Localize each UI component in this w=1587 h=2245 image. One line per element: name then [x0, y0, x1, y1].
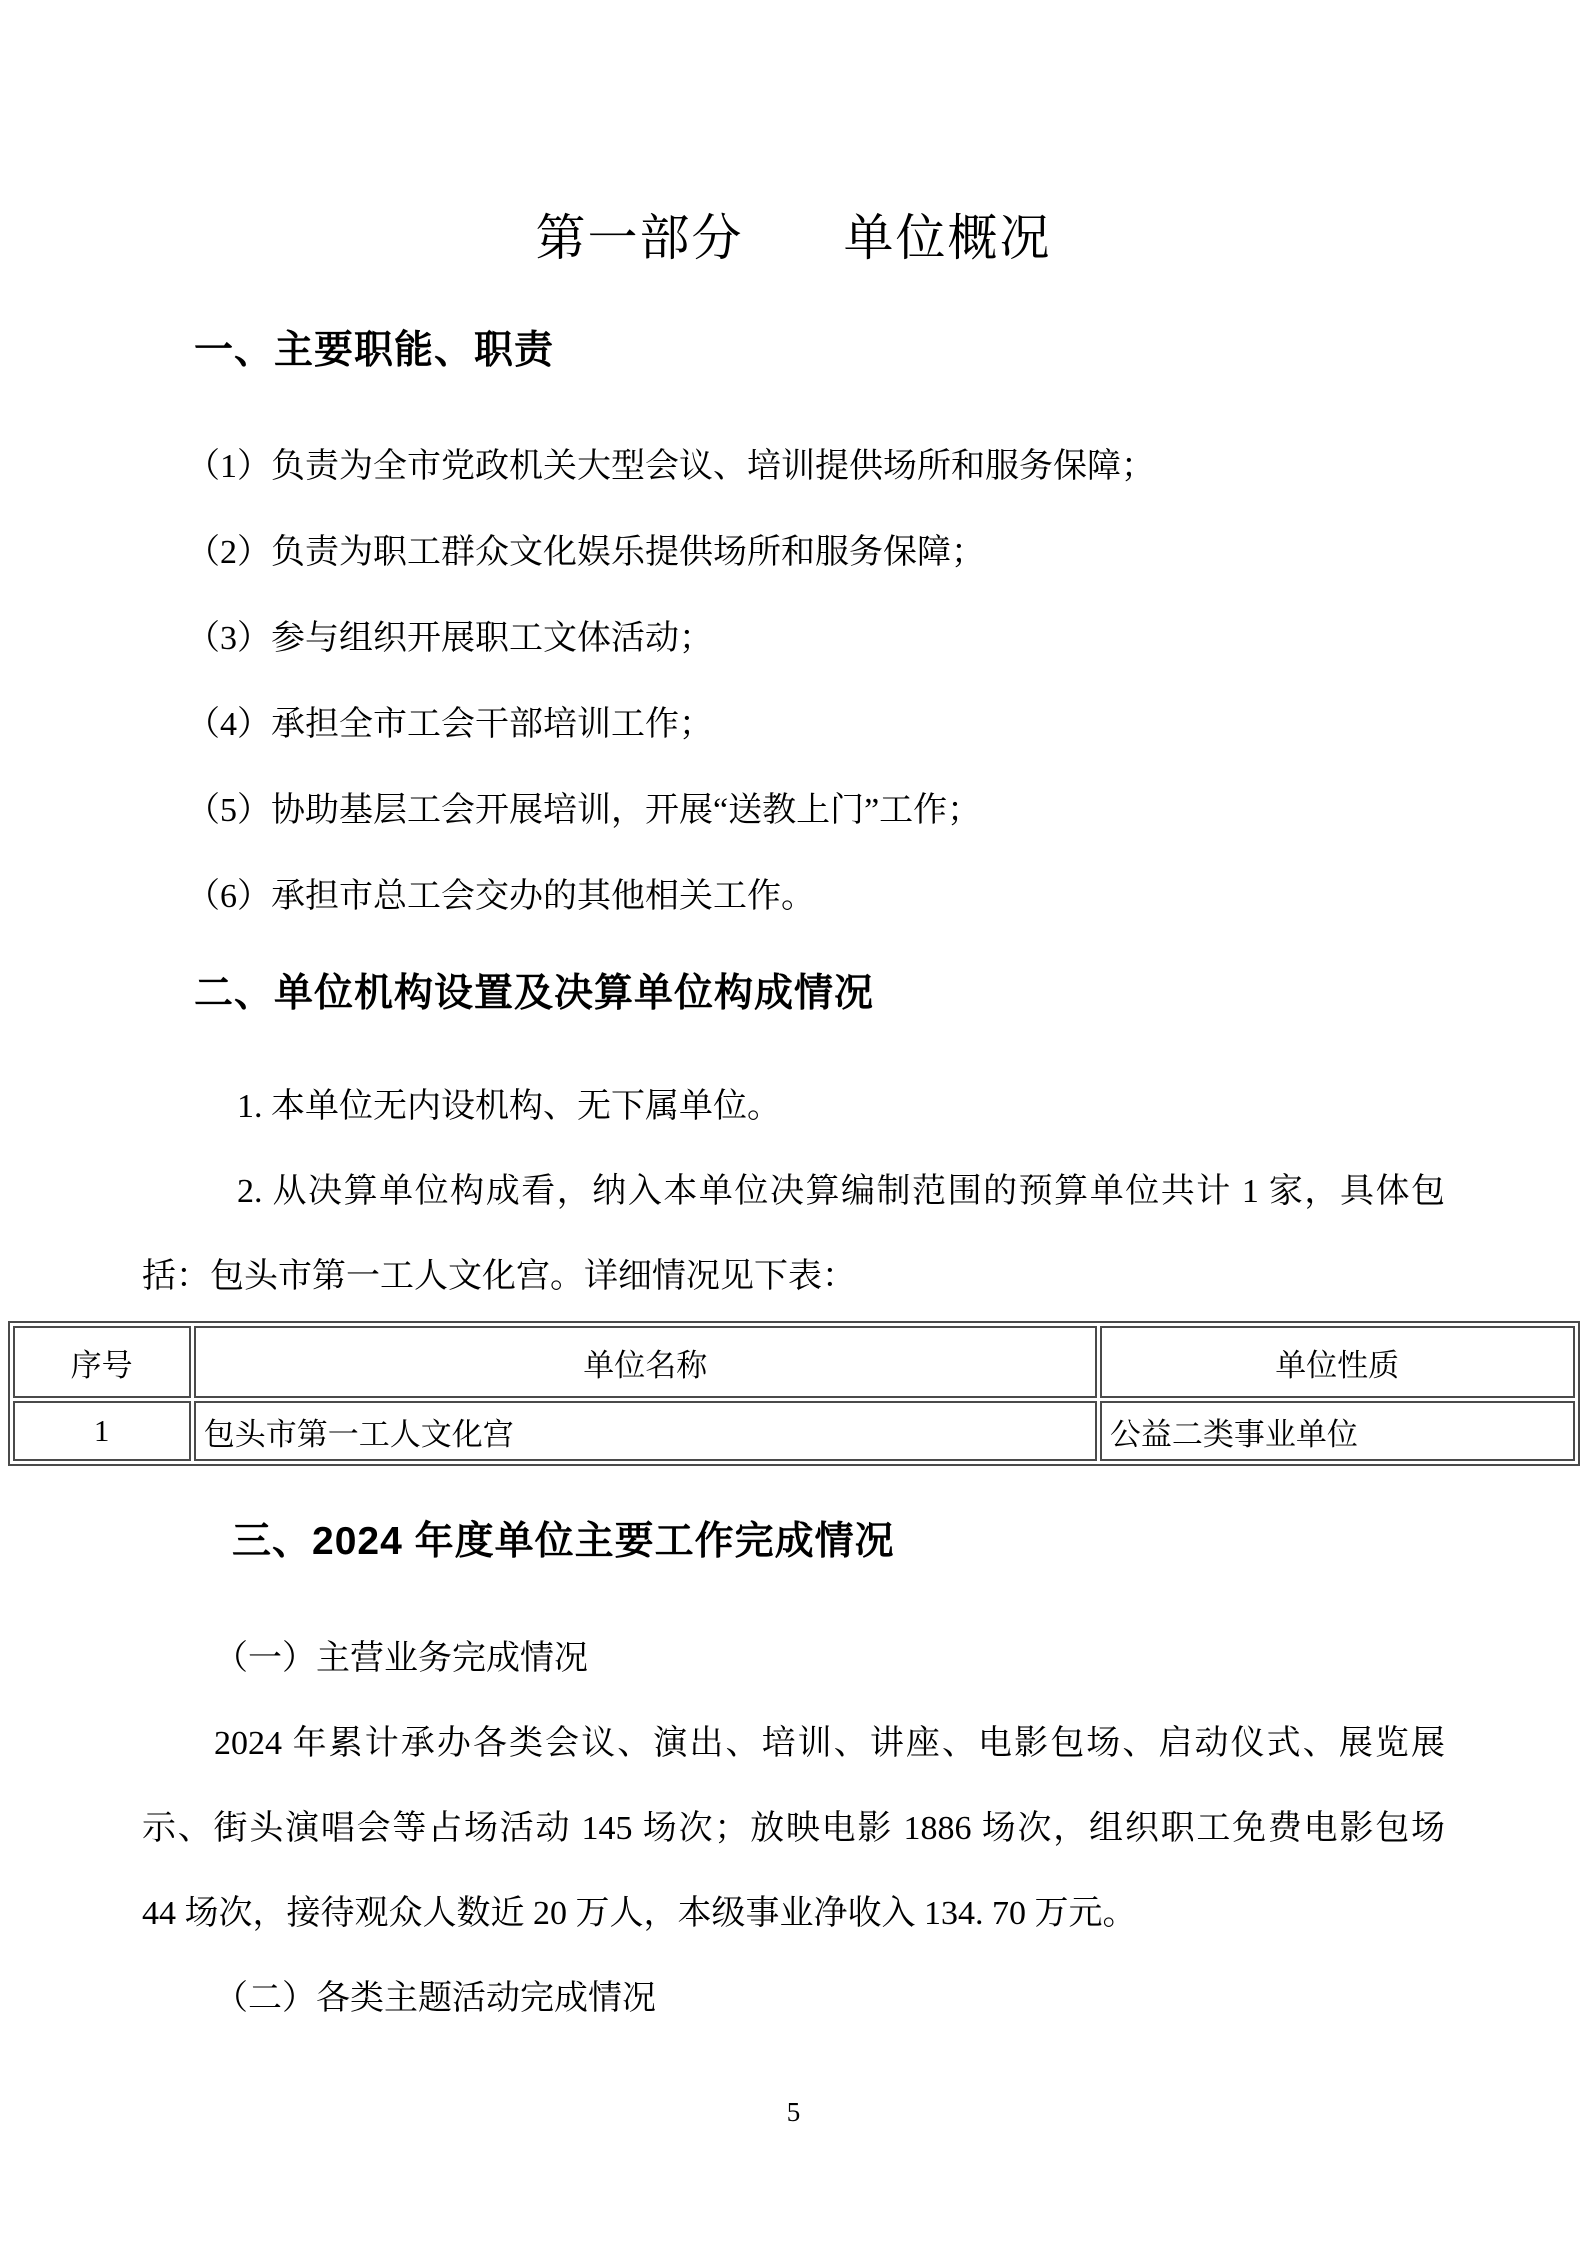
cell-index: 1 [13, 1401, 191, 1461]
column-header-unit-type: 单位性质 [1100, 1326, 1575, 1398]
function-item-2: （2）负责为职工群众文化娱乐提供场所和服务保障； [186, 534, 985, 571]
section2-paragraph-2 [142, 1149, 1445, 1319]
function-item-1: （1）负责为全市党政机关大型会议、培训提供场所和服务保障； [186, 448, 1155, 485]
page-number: 5 [786, 2097, 801, 2127]
paragraph-line: 2. 从决算单位构成看，纳入本单位决算编制范围的预算单位共计 1 家，具体包 [237, 1173, 1445, 1210]
content-lower [0, 1518, 1587, 2127]
function-item-6: （6）承担市总工会交办的其他相关工作。 [186, 878, 815, 915]
column-header-unit-name: 单位名称 [194, 1326, 1097, 1398]
title-subject-label: 单位概况 [843, 210, 1052, 266]
function-item-5: （5）协助基层工会开展培训，开展“送教上门”工作； [186, 792, 982, 829]
section3-paragraph [142, 1701, 1445, 1956]
function-item-4: （4）承担全市工会干部培训工作； [186, 706, 713, 743]
content-upper [0, 327, 1587, 1319]
table-row [13, 1401, 1575, 1461]
section2-paragraph-1: 1. 本单位无内设机构、无下属单位。 [237, 1088, 781, 1125]
paragraph-line: 44 场次，接待观众人数近 20 万人，本级事业净收入 134. 70 万元。 [142, 1895, 1137, 1932]
document-title [0, 0, 1587, 273]
cell-unit-name: 包头市第一工人文化宫 [194, 1401, 1097, 1461]
unit-composition-table [8, 1321, 1580, 1466]
section1-heading: 一、主要职能、职责 [194, 329, 555, 372]
section3-heading: 三、2024 年度单位主要工作完成情况 [232, 1520, 895, 1563]
paragraph-line: 括：包头市第一工人文化宫。详细情况见下表： [142, 1258, 856, 1295]
column-header-index: 序号 [13, 1326, 191, 1398]
cell-unit-type: 公益二类事业单位 [1100, 1401, 1575, 1461]
function-item-3: （3）参与组织开展职工文体活动； [186, 620, 713, 657]
table-header-row [13, 1326, 1575, 1398]
function-list [142, 424, 1445, 940]
paragraph-line: 示、街头演唱会等占场活动 145 场次；放映电影 1886 场次，组织职工免费电影包场 [142, 1810, 1445, 1847]
paragraph-line: 2024 年累计承办各类会议、演出、培训、讲座、电影包场、启动仪式、展览展 [214, 1725, 1445, 1762]
section3-subheading-2: （二）各类主题活动完成情况 [214, 1980, 656, 2017]
section3-subheading-1: （一）主营业务完成情况 [214, 1640, 588, 1677]
section2-heading: 二、单位机构设置及决算单位构成情况 [194, 972, 875, 1015]
title-part-label: 第一部分 [535, 210, 744, 266]
